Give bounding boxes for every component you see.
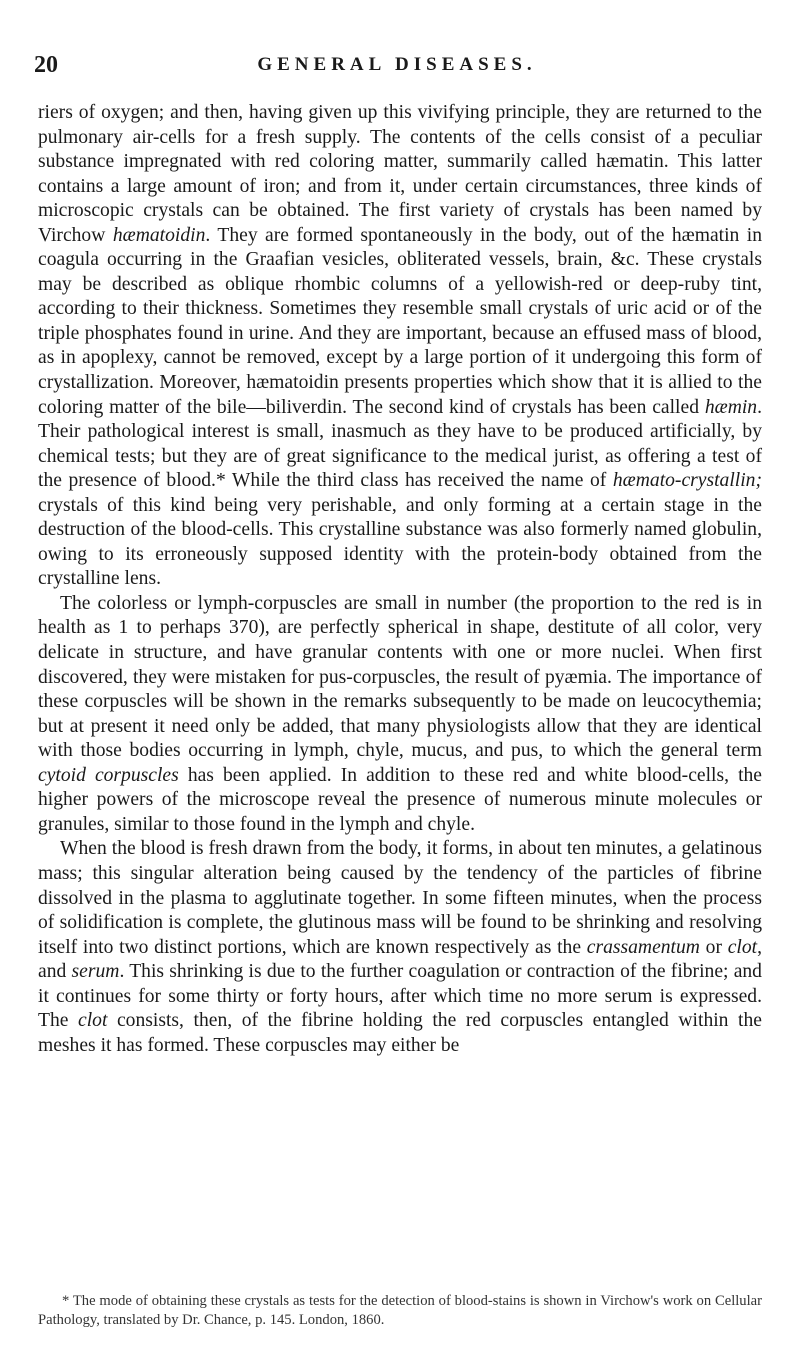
italic-term: crassamentum — [586, 936, 700, 958]
italic-term: hæmin — [704, 396, 758, 418]
text-run: riers of oxygen; and then, having given up this vivifying principle, they are returned to the pulmonary air-cells for a fresh supply. The contents of the cells consist of a peculiar substance impregnated with red coloring matter, summarily called hæmatin. This latter contains a large amount of iron; and from it, under certain circumstances, three kinds of microscopic crystals can be obtained. The first variety of crystals has been named by Virchow — [38, 102, 762, 246]
italic-term: hæmato-crystallin; — [612, 470, 762, 492]
italic-term: hæmatoidin — [112, 224, 206, 246]
text-run: , and — [38, 936, 762, 983]
footnote — [38, 1292, 762, 1329]
text-run: consists, then, of the fibrine holding the red corpuscles entangled within the meshes it has formed. These corpuscles may either be — [38, 1010, 762, 1056]
page-header — [34, 52, 760, 82]
text-run: has been applied. In addition to these red and white blood-cells, the higher powers of the microscope reveal the presence of numerous minute molecules or granules, similar to those found in the lymph and chyle. — [38, 764, 763, 835]
italic-term: cytoid corpuscles — [38, 764, 179, 786]
italic-term: serum — [71, 961, 120, 983]
text-run: . Their pathological interest is small, inasmuch as they have to be produced artificially, by chemical tests; but they are of great significance to the medical jurist, as offering a test of the presence of blood.* While the third class has received the name of — [38, 396, 762, 492]
italic-term: clot — [727, 936, 758, 958]
text-run: When the blood is fresh drawn from the body, it forms, in about ten minutes, a gelatinous mass; this singular alteration being caused by the tendency of the particles of fibrine dissolved in the plasma to agglutinate together. In some fifteen minutes, when the process of solidification is complete, the glutinous mass will be found to be shrinking and resolving itself into two distinct portions, which are known respectively as the — [38, 838, 762, 958]
text-run: . They are formed spontaneously in the body, out of the hæmatin in coagula occurring in the Graafian vesicles, obliterated vessels, brain, &c. These crystals may be described as oblique rhombic columns of a yellowish-red or deep-ruby tint, according to their thickness. Sometimes they resemble small crystals of uric acid or of the triple phosphates found in urine. And they are important, because an effused mass of blood, as in apoplexy, cannot be removed, except by a large portion of it undergoing this form of crystallization. Moreover, hæmatoidin presents properties which show that it is allied to the coloring matter of the bile—biliverdin. The second kind of crystals has been called — [38, 224, 763, 418]
paragraph-1 — [38, 101, 762, 592]
paragraph-2 — [38, 592, 762, 837]
paragraph-3 — [38, 837, 762, 1058]
text-run: . This shrinking is due to the further coagulation or contraction of the fibrine; and it continues for some thirty or forty hours, after which time no more serum is expressed. The — [38, 961, 762, 1032]
page-number: 20 — [34, 52, 58, 78]
body-text — [38, 101, 762, 1058]
running-title: GENERAL DISEASES. — [257, 54, 537, 75]
text-run: The colorless or lymph-corpuscles are small in number (the proportion to the red is in health as 1 to perhaps 370), are perfectly spherical in shape, destitute of all color, very delicate in structure, and have granular contents with one or more nuclei. When first discovered, they were mistaken for pus-corpuscles, the result of pyæmia. The importance of these corpuscles will be shown in the remarks subsequently to be made on leucocythemia; but at present it need only be added, that many physiologists allow that they are identical with those bodies occurring in lymph, chyle, mucus, and pus, to which the general term — [38, 592, 762, 762]
italic-term: clot — [78, 1010, 108, 1032]
footnote-text: * The mode of obtaining these crystals as tests for the detection of blood-stains is shown in Virchow's work on Cellular Pathology, translated by Dr. Chance, p. 145. London, 1860. — [38, 1293, 762, 1328]
text-run: crystals of this kind being very perishable, and only forming at a certain stage in the destruction of the blood-cells. This crystalline substance was also formerly named globulin, owing to its erroneously supposed identity with the protein-body obtained from the crystalline lens. — [38, 494, 762, 590]
text-run: or — [699, 936, 728, 958]
